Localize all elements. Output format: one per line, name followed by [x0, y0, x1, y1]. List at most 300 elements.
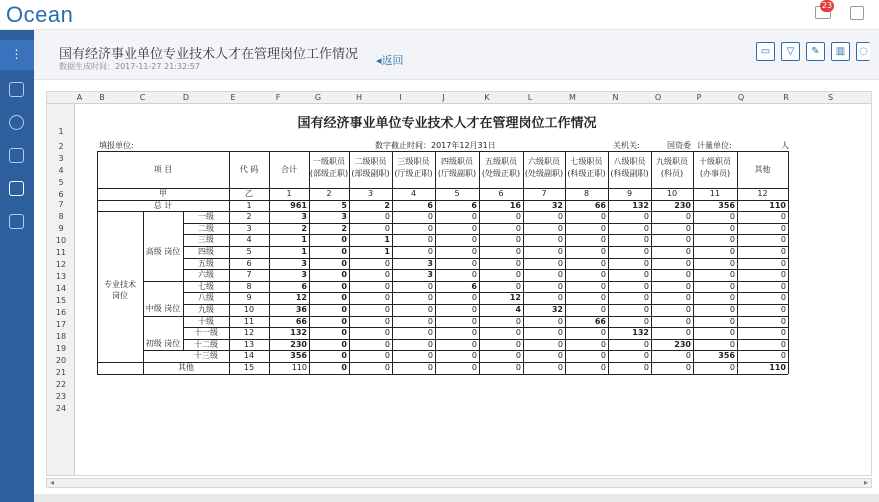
col-head-3: 四级职员	[441, 157, 473, 166]
column-header-N[interactable]: N	[612, 93, 619, 102]
total-cell: 1	[301, 247, 307, 256]
value-cell: 0	[557, 293, 563, 303]
row-header-10[interactable]: 10	[55, 236, 67, 245]
back-link[interactable]: ◂返回	[376, 54, 404, 67]
column-header-H[interactable]: H	[355, 93, 362, 102]
grid-line	[435, 151, 436, 374]
value-cell: 0	[515, 223, 521, 233]
col-head-sub-9: (办事员)	[699, 169, 731, 178]
value-cell: 0	[515, 328, 521, 338]
row-header-24[interactable]: 24	[55, 404, 67, 413]
row-header-15[interactable]: 15	[55, 296, 67, 305]
value-cell: 4	[515, 305, 521, 314]
value-cell: 0	[643, 281, 649, 291]
value-cell: 0	[557, 328, 563, 338]
org-value: 国资委	[667, 141, 691, 150]
total-cell: 3	[301, 270, 307, 280]
row6-9: 9	[626, 189, 633, 198]
value-cell: 0	[557, 212, 563, 222]
value-cell: 0	[384, 351, 390, 361]
row6-10: 10	[666, 189, 678, 198]
row-header-9[interactable]: 9	[58, 224, 64, 233]
row-header-3[interactable]: 3	[58, 154, 64, 163]
value-cell: 0	[515, 247, 521, 256]
value-cell: 0	[471, 305, 477, 314]
value-cell: 0	[685, 258, 691, 268]
value-cell: 66	[594, 200, 606, 210]
value-cell: 66	[594, 316, 606, 326]
level-label: 十一级	[194, 328, 218, 338]
value-cell: 0	[685, 212, 691, 222]
value-cell: 0	[600, 247, 606, 256]
junior-label: 初级 岗位	[145, 339, 181, 349]
col-head-1: 二级职员	[354, 157, 387, 166]
code-cell: 6	[246, 258, 252, 268]
value-cell: 0	[557, 339, 563, 349]
column-header-G[interactable]: G	[314, 93, 322, 102]
value-cell: 0	[341, 258, 347, 268]
top-bar	[0, 0, 879, 30]
row-header-8[interactable]: 8	[58, 212, 64, 221]
grid-line	[183, 292, 788, 293]
code-cell: 11	[243, 316, 255, 326]
value-cell: 0	[471, 258, 477, 268]
row-header-13[interactable]: 13	[55, 272, 67, 281]
value-cell: 0	[780, 212, 786, 222]
logout-icon[interactable]	[850, 6, 864, 20]
level-label: 六级	[198, 270, 214, 280]
grid-line	[143, 316, 229, 317]
value-cell: 0	[600, 281, 606, 291]
row6-4: 4	[410, 189, 417, 198]
row-header-2[interactable]: 2	[58, 142, 64, 151]
level-label: 七级	[198, 281, 214, 291]
value-cell: 0	[685, 293, 691, 303]
grid-line	[97, 151, 98, 374]
col-head-sub-8: (科员)	[660, 169, 684, 178]
col-head-sub-4: (处级正职)	[481, 169, 521, 178]
value-cell: 0	[729, 363, 735, 372]
value-cell: 0	[729, 223, 735, 233]
column-header-B[interactable]: B	[99, 93, 105, 102]
code-cell: 4	[246, 235, 252, 245]
value-cell: 0	[780, 223, 786, 233]
grid-line	[183, 350, 788, 351]
total-cell: 36	[295, 305, 307, 314]
value-cell: 0	[384, 328, 390, 338]
value-cell: 0	[471, 270, 477, 280]
grid-line	[479, 151, 480, 374]
code-cell: 2	[246, 212, 252, 222]
value-cell: 356	[718, 351, 735, 361]
value-cell: 0	[427, 235, 433, 245]
total-cell: 110	[291, 363, 307, 372]
value-cell: 0	[780, 328, 786, 338]
row-header-14[interactable]: 14	[55, 284, 67, 293]
value-cell: 0	[427, 316, 433, 326]
value-cell: 0	[471, 316, 477, 326]
value-cell: 0	[471, 351, 477, 361]
value-cell: 0	[341, 270, 347, 280]
col-head-4: 五级职员	[485, 157, 517, 166]
row-header-20[interactable]: 20	[55, 356, 67, 365]
value-cell: 0	[515, 235, 521, 245]
value-cell: 3	[427, 258, 433, 268]
row-header-17[interactable]: 17	[55, 320, 67, 329]
value-cell: 12	[509, 293, 521, 303]
grid-line	[183, 316, 788, 317]
column-header-A[interactable]: A	[76, 93, 83, 102]
value-cell: 0	[471, 247, 477, 256]
total-cell: 961	[290, 200, 307, 210]
value-cell: 230	[674, 200, 691, 210]
column-header-D[interactable]: D	[182, 93, 190, 102]
value-cell: 2	[341, 223, 347, 233]
value-cell: 0	[780, 281, 786, 291]
col-head-sub-3: (厅级副职)	[437, 169, 477, 178]
home-icon[interactable]	[9, 82, 24, 97]
value-cell: 0	[685, 351, 691, 361]
column-header-I[interactable]: I	[399, 93, 402, 102]
column-header-K[interactable]: K	[484, 93, 490, 102]
value-cell: 0	[384, 223, 390, 233]
value-cell: 0	[515, 258, 521, 268]
report-icon[interactable]	[9, 181, 24, 196]
grid-line	[565, 151, 566, 374]
bottom-bar	[34, 494, 879, 502]
code-cell: 5	[246, 247, 252, 256]
value-cell: 0	[557, 363, 563, 372]
value-cell: 0	[729, 305, 735, 314]
value-cell: 0	[600, 212, 606, 222]
value-cell: 0	[729, 270, 735, 280]
row6-12: 12	[757, 189, 768, 198]
value-cell: 0	[780, 247, 786, 256]
column-headers	[47, 92, 872, 104]
horizontal-scrollbar[interactable]	[46, 478, 872, 488]
sidebar	[0, 30, 34, 502]
total-header: 合计	[281, 165, 297, 174]
grid-line	[143, 211, 144, 373]
value-cell: 0	[384, 270, 390, 280]
value-cell: 0	[780, 339, 786, 349]
filter-icon[interactable]: ▽	[781, 42, 800, 61]
value-cell: 0	[384, 339, 390, 349]
value-cell: 132	[632, 328, 649, 338]
row6-jia: 甲	[159, 189, 167, 198]
grid-line	[97, 151, 788, 152]
value-cell: 0	[515, 351, 521, 361]
value-cell: 0	[729, 212, 735, 222]
value-cell: 16	[509, 200, 521, 210]
value-cell: 0	[515, 316, 521, 326]
grid-line	[349, 151, 350, 374]
edit-icon[interactable]	[9, 148, 24, 163]
value-cell: 0	[471, 223, 477, 233]
value-cell: 0	[685, 363, 691, 372]
total-cell: 66	[295, 316, 307, 326]
level-label: 十三级	[194, 351, 218, 361]
row-header-4[interactable]: 4	[58, 166, 64, 175]
senior-label: 高级 岗位	[145, 247, 181, 257]
notification-badge: 23	[821, 1, 833, 10]
grid-line	[608, 151, 609, 374]
value-cell: 0	[600, 339, 606, 349]
scroll-left-icon[interactable]: ◂	[50, 478, 55, 487]
column-header-P[interactable]: P	[696, 93, 702, 102]
row-header-16[interactable]: 16	[55, 308, 67, 317]
value-cell: 0	[471, 212, 477, 222]
app-logo[interactable]: Ocean	[6, 2, 74, 27]
value-cell: 0	[427, 223, 433, 233]
grid-line	[309, 151, 310, 374]
edit-button-icon[interactable]: ✎	[806, 42, 825, 61]
level-label: 八级	[198, 293, 214, 303]
value-cell: 0	[643, 363, 649, 372]
column-header-C[interactable]: C	[139, 93, 146, 102]
value-cell: 0	[780, 258, 786, 268]
value-cell: 0	[471, 339, 477, 349]
code-cell: 9	[246, 293, 252, 303]
value-cell: 0	[685, 328, 691, 338]
value-cell: 356	[718, 200, 735, 210]
grid-line	[183, 304, 788, 305]
value-cell: 0	[515, 363, 521, 372]
row-header-22[interactable]: 22	[55, 380, 67, 389]
unit-value: 人	[781, 141, 789, 150]
column-header-F[interactable]: F	[275, 93, 281, 102]
value-cell: 0	[557, 223, 563, 233]
value-cell: 0	[729, 328, 735, 338]
menu-icon[interactable]: ⋮	[10, 47, 23, 61]
value-cell: 0	[515, 339, 521, 349]
level-label: 一级	[198, 212, 214, 222]
value-cell: 3	[341, 212, 347, 222]
col-head-2: 三级职员	[397, 157, 430, 166]
grid-line	[97, 362, 788, 363]
value-cell: 0	[384, 258, 390, 268]
value-cell: 0	[685, 316, 691, 326]
scroll-right-icon[interactable]: ▸	[863, 478, 868, 487]
group-label-2: 岗位	[112, 291, 128, 301]
value-cell: 0	[729, 293, 735, 303]
value-cell: 0	[427, 247, 433, 256]
row6-11: 11	[709, 189, 721, 198]
value-cell: 0	[643, 212, 649, 222]
col-head-sub-2: (厅级正职)	[394, 169, 433, 178]
grid-line	[183, 211, 184, 350]
group-label: 专业技术	[104, 279, 136, 289]
value-cell: 0	[729, 339, 735, 349]
col-head-sub-1: (部级副职)	[351, 169, 390, 178]
value-cell: 0	[600, 363, 606, 372]
delete-icon[interactable]: ▥	[831, 42, 850, 61]
value-cell: 0	[557, 258, 563, 268]
grid-line	[97, 188, 788, 189]
row-header-11[interactable]: 11	[55, 248, 67, 257]
level-label: 三级	[198, 235, 214, 245]
row-header-7[interactable]: 7	[58, 200, 64, 209]
grid-line	[183, 246, 788, 247]
fill-unit-label: 填报单位:	[99, 141, 134, 150]
col-head-sub-0: (部级正职)	[309, 169, 349, 178]
grid-line	[183, 327, 788, 328]
column-header-L[interactable]: L	[527, 93, 533, 102]
value-cell: 0	[643, 293, 649, 303]
search-icon[interactable]	[9, 115, 24, 130]
row-header-12[interactable]: 12	[55, 260, 67, 269]
spreadsheet[interactable]	[46, 91, 872, 476]
value-cell: 0	[471, 363, 477, 372]
row6-yi: 乙	[245, 189, 253, 198]
middle-label: 中级 岗位	[145, 304, 181, 314]
value-cell: 0	[600, 328, 606, 338]
other-label: 其他	[178, 363, 194, 372]
code-cell: 12	[243, 328, 255, 338]
chat-icon[interactable]: ▭	[756, 42, 775, 61]
value-cell: 0	[384, 316, 390, 326]
value-cell: 0	[427, 363, 433, 372]
level-label: 四级	[198, 247, 214, 256]
code-cell: 7	[246, 270, 252, 280]
value-cell: 0	[341, 305, 347, 314]
value-cell: 0	[600, 293, 606, 303]
value-cell: 0	[685, 281, 691, 291]
value-cell: 0	[780, 235, 786, 245]
row-header-19[interactable]: 19	[55, 344, 67, 353]
col-head-sub-5: (处级副职)	[524, 169, 564, 178]
value-cell: 0	[515, 270, 521, 280]
value-cell: 0	[557, 235, 563, 245]
total-cell: 3	[301, 212, 307, 222]
value-cell: 0	[600, 258, 606, 268]
column-header-E[interactable]: E	[230, 93, 236, 102]
value-cell: 0	[729, 316, 735, 326]
grid-line	[392, 151, 393, 374]
value-cell: 0	[384, 305, 390, 314]
item-header: 项 目	[153, 165, 173, 174]
value-cell: 0	[427, 328, 433, 338]
total-cell: 1	[301, 235, 307, 245]
lock-icon[interactable]	[9, 214, 24, 229]
row-header-1[interactable]: 1	[58, 127, 64, 136]
value-cell: 0	[780, 316, 786, 326]
value-cell: 0	[341, 351, 347, 361]
value-cell: 0	[643, 270, 649, 280]
row-headers	[47, 104, 75, 476]
total-cell: 132	[290, 328, 307, 338]
value-cell: 0	[729, 258, 735, 268]
value-cell: 0	[600, 270, 606, 280]
value-cell: 0	[427, 212, 433, 222]
value-cell: 0	[341, 247, 347, 256]
row-header-21[interactable]: 21	[55, 368, 67, 377]
column-header-R[interactable]: R	[783, 93, 789, 102]
col-head-7: 八级职员	[613, 157, 646, 166]
value-cell: 0	[643, 258, 649, 268]
grid-line	[97, 211, 788, 212]
value-cell: 0	[643, 351, 649, 361]
value-cell: 0	[515, 212, 521, 222]
grid-line	[183, 281, 788, 282]
value-cell: 0	[384, 293, 390, 303]
total-cell: 12	[295, 293, 307, 303]
value-cell: 0	[515, 281, 521, 291]
value-cell: 0	[427, 281, 433, 291]
value-cell: 0	[643, 305, 649, 314]
sheet-title: 国有经济事业单位专业技术人才在管理岗位工作情况	[297, 116, 597, 131]
code-cell: 15	[243, 363, 255, 372]
row-header-5[interactable]: 5	[58, 178, 64, 187]
value-cell: 0	[427, 339, 433, 349]
level-label: 九级	[198, 305, 214, 314]
value-cell: 0	[341, 235, 347, 245]
value-cell: 0	[685, 270, 691, 280]
level-label: 十二级	[194, 339, 218, 349]
col-head-8: 九级职员	[656, 157, 688, 166]
total-cell: 3	[301, 258, 307, 268]
value-cell: 0	[600, 223, 606, 233]
value-cell: 0	[600, 351, 606, 361]
value-cell: 0	[471, 328, 477, 338]
total-cell: 230	[290, 339, 307, 349]
value-cell: 0	[600, 235, 606, 245]
grid-line	[97, 374, 788, 375]
grid-line	[183, 269, 788, 270]
value-cell: 0	[685, 223, 691, 233]
col-head-sub-6: (科级正职)	[567, 169, 606, 178]
row6-3: 3	[367, 189, 374, 198]
row-header-6[interactable]: 6	[58, 190, 64, 199]
row-header-18[interactable]: 18	[55, 332, 67, 341]
grid-line	[788, 151, 789, 374]
value-cell: 0	[780, 293, 786, 303]
row6-6: 6	[498, 189, 504, 198]
column-header-O[interactable]: O	[654, 93, 662, 102]
column-header-S[interactable]: S	[827, 93, 834, 102]
value-cell: 0	[643, 235, 649, 245]
value-cell: 0	[729, 235, 735, 245]
value-cell: 230	[674, 339, 691, 349]
column-header-M[interactable]: M	[569, 93, 576, 102]
refresh-icon[interactable]: ◌	[856, 42, 870, 61]
column-header-Q[interactable]: Q	[737, 93, 745, 102]
code-cell: 8	[246, 281, 252, 291]
grid-line	[143, 281, 229, 282]
code-cell: 14	[243, 351, 255, 361]
value-cell: 0	[600, 305, 606, 314]
value-cell: 5	[341, 200, 347, 210]
total-cell: 2	[301, 223, 307, 233]
value-cell: 0	[471, 235, 477, 245]
org-label: 关机关:	[613, 141, 640, 150]
value-cell: 0	[557, 281, 563, 291]
level-label: 五级	[198, 258, 214, 268]
value-cell: 1	[384, 247, 390, 256]
row6-2: 2	[326, 189, 332, 198]
grid-line	[183, 223, 788, 224]
grid-line	[269, 151, 270, 374]
value-cell: 1	[384, 235, 390, 245]
total-cell: 6	[301, 281, 307, 291]
column-header-J[interactable]: J	[442, 93, 445, 102]
code-cell: 13	[243, 339, 255, 349]
row-header-23[interactable]: 23	[55, 392, 67, 401]
page-title: 国有经济事业单位专业技术人才在管理岗位工作情况	[59, 47, 359, 62]
col-head-0: 一级职员	[313, 157, 345, 166]
row6-7: 7	[541, 189, 547, 198]
value-cell: 0	[341, 328, 347, 338]
